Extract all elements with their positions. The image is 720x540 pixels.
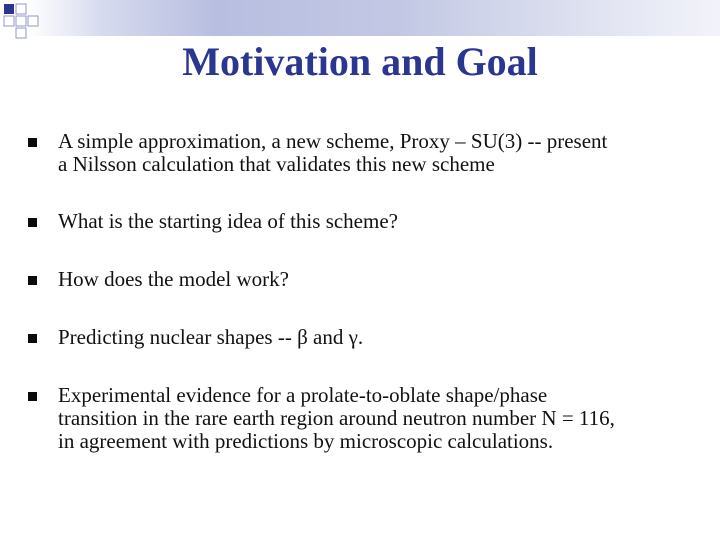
slide-title: Motivation and Goal bbox=[182, 39, 538, 84]
bullet-text: A simple approximation, a new scheme, Proxy – SU(3) -- present a Nilsson calculation that validates this new scheme bbox=[58, 129, 608, 176]
square-bullet-icon bbox=[28, 276, 37, 285]
square-bullet-icon bbox=[28, 392, 37, 401]
bullet-text: What is the starting idea of this scheme? bbox=[58, 209, 398, 233]
bullet-text: Predicting nuclear shapes -- β and γ. bbox=[58, 325, 364, 349]
bullet-text: How does the model work? bbox=[58, 267, 289, 291]
square-bullet-icon bbox=[28, 334, 37, 343]
bullet-text: Experimental evidence for a prolate-to-oblate shape/phase transition in the rare earth region around neutron number N = 116, in agreement with predictions by microscopic calculations. bbox=[58, 383, 615, 453]
square-bullet-icon bbox=[28, 138, 37, 147]
square-bullet-icon bbox=[28, 218, 37, 227]
